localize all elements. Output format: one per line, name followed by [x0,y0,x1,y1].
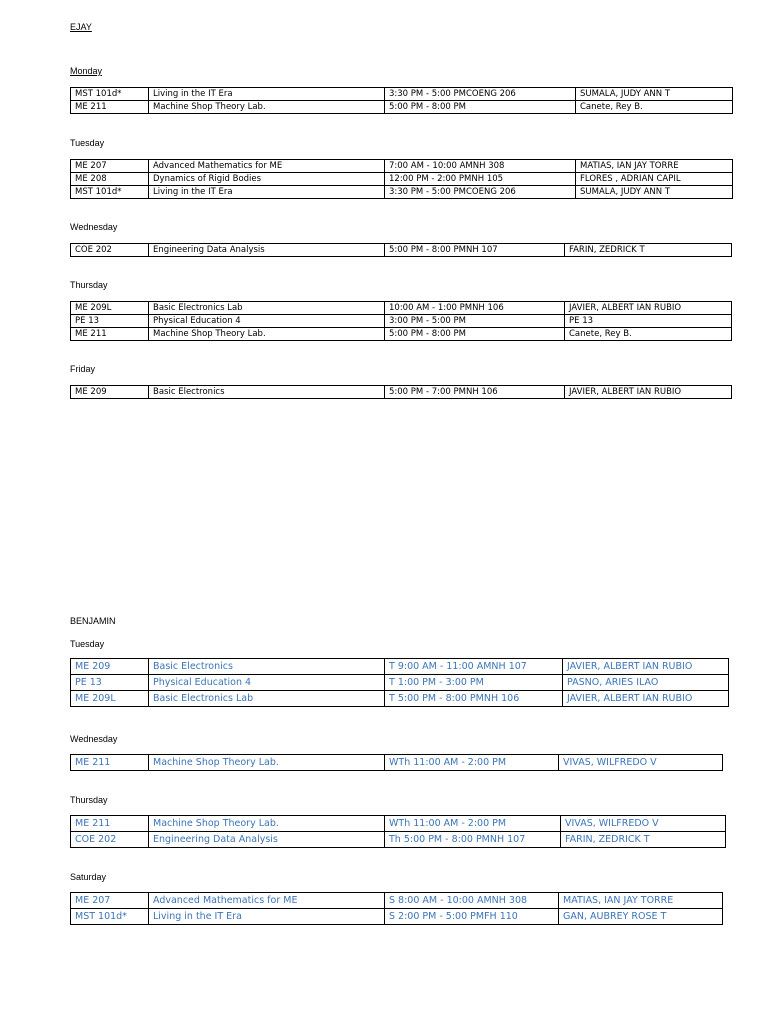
section-title-ejay: EJAY [70,22,92,32]
day-label-friday: Friday [70,364,96,374]
course-title-cell: Physical Education 4 [149,315,385,328]
day-label-wednesday: Wednesday [70,222,118,232]
instructor-cell: GAN, AUBREY ROSE T [559,909,723,925]
instructor-cell: Canete, Rey B. [565,328,732,341]
table-row [71,691,729,707]
schedule-table-ejay-thursday [70,301,732,341]
day-label-thursday: Thursday [70,280,108,290]
table-row [71,816,726,832]
day-label-wednesday: Wednesday [70,734,118,744]
course-title-cell: Living in the IT Era [149,909,385,925]
course-code-cell: ME 211 [71,328,149,341]
course-code-cell: ME 207 [71,160,149,173]
table-row [71,315,732,328]
course-title-cell: Living in the IT Era [149,186,385,199]
instructor-cell: FLORES , ADRIAN CAPIL [576,173,733,186]
schedule-cell: T 1:00 PM - 3:00 PM [385,675,563,691]
day-label-thursday: Thursday [70,795,108,805]
table-row [71,386,732,399]
section-title-benjamin: BENJAMIN [70,616,116,626]
instructor-cell: MATIAS, IAN JAY TORRE [559,893,723,909]
schedule-cell: 3:30 PM - 5:00 PMCOENG 206 [385,88,576,101]
instructor-cell: SUMALA, JUDY ANN T [576,88,733,101]
course-title-cell: Advanced Mathematics for ME [149,893,385,909]
table-row [71,186,733,199]
schedule-cell: T 9:00 AM - 11:00 AMNH 107 [385,659,563,675]
table-row [71,160,733,173]
schedule-table-ejay-friday [70,385,732,399]
course-title-cell: Engineering Data Analysis [149,244,385,257]
schedule-table-ejay-monday [70,87,733,114]
table-row [71,173,733,186]
schedule-table-benjamin-saturday [70,892,723,925]
course-title-cell: Basic Electronics [149,659,385,675]
course-code-cell: ME 209 [71,659,149,675]
course-title-cell: Machine Shop Theory Lab. [149,101,385,114]
course-code-cell: ME 209 [71,386,149,399]
schedule-cell: 5:00 PM - 8:00 PM [385,101,576,114]
schedule-cell: 5:00 PM - 8:00 PMNH 107 [385,244,565,257]
schedule-cell: 5:00 PM - 7:00 PMNH 106 [385,386,565,399]
schedule-table-benjamin-thursday [70,815,726,848]
instructor-cell: VIVAS, WILFREDO V [559,755,723,771]
table-row [71,328,732,341]
schedule-cell: S 8:00 AM - 10:00 AMNH 308 [385,893,559,909]
course-title-cell: Machine Shop Theory Lab. [149,755,385,771]
course-code-cell: ME 211 [71,816,149,832]
course-code-cell: ME 211 [71,755,149,771]
instructor-cell: FARIN, ZEDRICK T [565,244,732,257]
course-code-cell: ME 209L [71,302,149,315]
course-code-cell: ME 207 [71,893,149,909]
instructor-cell: JAVIER, ALBERT IAN RUBIO [565,386,732,399]
schedule-cell: Th 5:00 PM - 8:00 PMNH 107 [385,832,561,848]
day-label-tuesday: Tuesday [70,639,105,649]
schedule-table-ejay-tuesday [70,159,733,199]
course-title-cell: Machine Shop Theory Lab. [149,816,385,832]
course-code-cell: ME 209L [71,691,149,707]
schedule-cell: 3:00 PM - 5:00 PM [385,315,565,328]
course-title-cell: Dynamics of Rigid Bodies [149,173,385,186]
table-row [71,893,723,909]
instructor-cell: Canete, Rey B. [576,101,733,114]
table-row [71,88,733,101]
instructor-cell: MATIAS, IAN JAY TORRE [576,160,733,173]
schedule-cell: 7:00 AM - 10:00 AMNH 308 [385,160,576,173]
schedule-cell: 12:00 PM - 2:00 PMNH 105 [385,173,576,186]
schedule-table-benjamin-tuesday [70,658,729,707]
schedule-cell: 5:00 PM - 8:00 PM [385,328,565,341]
course-code-cell: MST 101d* [71,88,149,101]
course-title-cell: Basic Electronics Lab [149,302,385,315]
course-title-cell: Basic Electronics Lab [149,691,385,707]
instructor-cell: JAVIER, ALBERT IAN RUBIO [563,659,729,675]
course-title-cell: Advanced Mathematics for ME [149,160,385,173]
schedule-table-benjamin-wednesday [70,754,723,771]
course-code-cell: MST 101d* [71,186,149,199]
course-code-cell: COE 202 [71,244,149,257]
table-row [71,675,729,691]
table-row [71,302,732,315]
instructor-cell: FARIN, ZEDRICK T [561,832,726,848]
instructor-cell: JAVIER, ALBERT IAN RUBIO [565,302,732,315]
schedule-cell: 3:30 PM - 5:00 PMCOENG 206 [385,186,576,199]
course-title-cell: Living in the IT Era [149,88,385,101]
course-title-cell: Machine Shop Theory Lab. [149,328,385,341]
instructor-cell: PE 13 [565,315,732,328]
course-code-cell: MST 101d* [71,909,149,925]
table-row [71,244,732,257]
course-code-cell: PE 13 [71,675,149,691]
instructor-cell: VIVAS, WILFREDO V [561,816,726,832]
course-code-cell: ME 208 [71,173,149,186]
schedule-cell: 10:00 AM - 1:00 PMNH 106 [385,302,565,315]
course-title-cell: Physical Education 4 [149,675,385,691]
table-row [71,832,726,848]
instructor-cell: JAVIER, ALBERT IAN RUBIO [563,691,729,707]
schedule-cell: S 2:00 PM - 5:00 PMFH 110 [385,909,559,925]
course-code-cell: ME 211 [71,101,149,114]
instructor-cell: SUMALA, JUDY ANN T [576,186,733,199]
course-code-cell: PE 13 [71,315,149,328]
table-row [71,909,723,925]
schedule-cell: T 5:00 PM - 8:00 PMNH 106 [385,691,563,707]
instructor-cell: PASNO, ARIES ILAO [563,675,729,691]
course-title-cell: Engineering Data Analysis [149,832,385,848]
course-title-cell: Basic Electronics [149,386,385,399]
course-code-cell: COE 202 [71,832,149,848]
schedule-table-ejay-wednesday [70,243,732,257]
table-row [71,659,729,675]
day-label-monday: Monday [70,66,103,76]
day-label-tuesday: Tuesday [70,138,105,148]
schedule-cell: WTh 11:00 AM - 2:00 PM [385,816,561,832]
day-label-saturday: Saturday [70,872,107,882]
schedule-cell: WTh 11:00 AM - 2:00 PM [385,755,559,771]
table-row [71,755,723,771]
table-row [71,101,733,114]
